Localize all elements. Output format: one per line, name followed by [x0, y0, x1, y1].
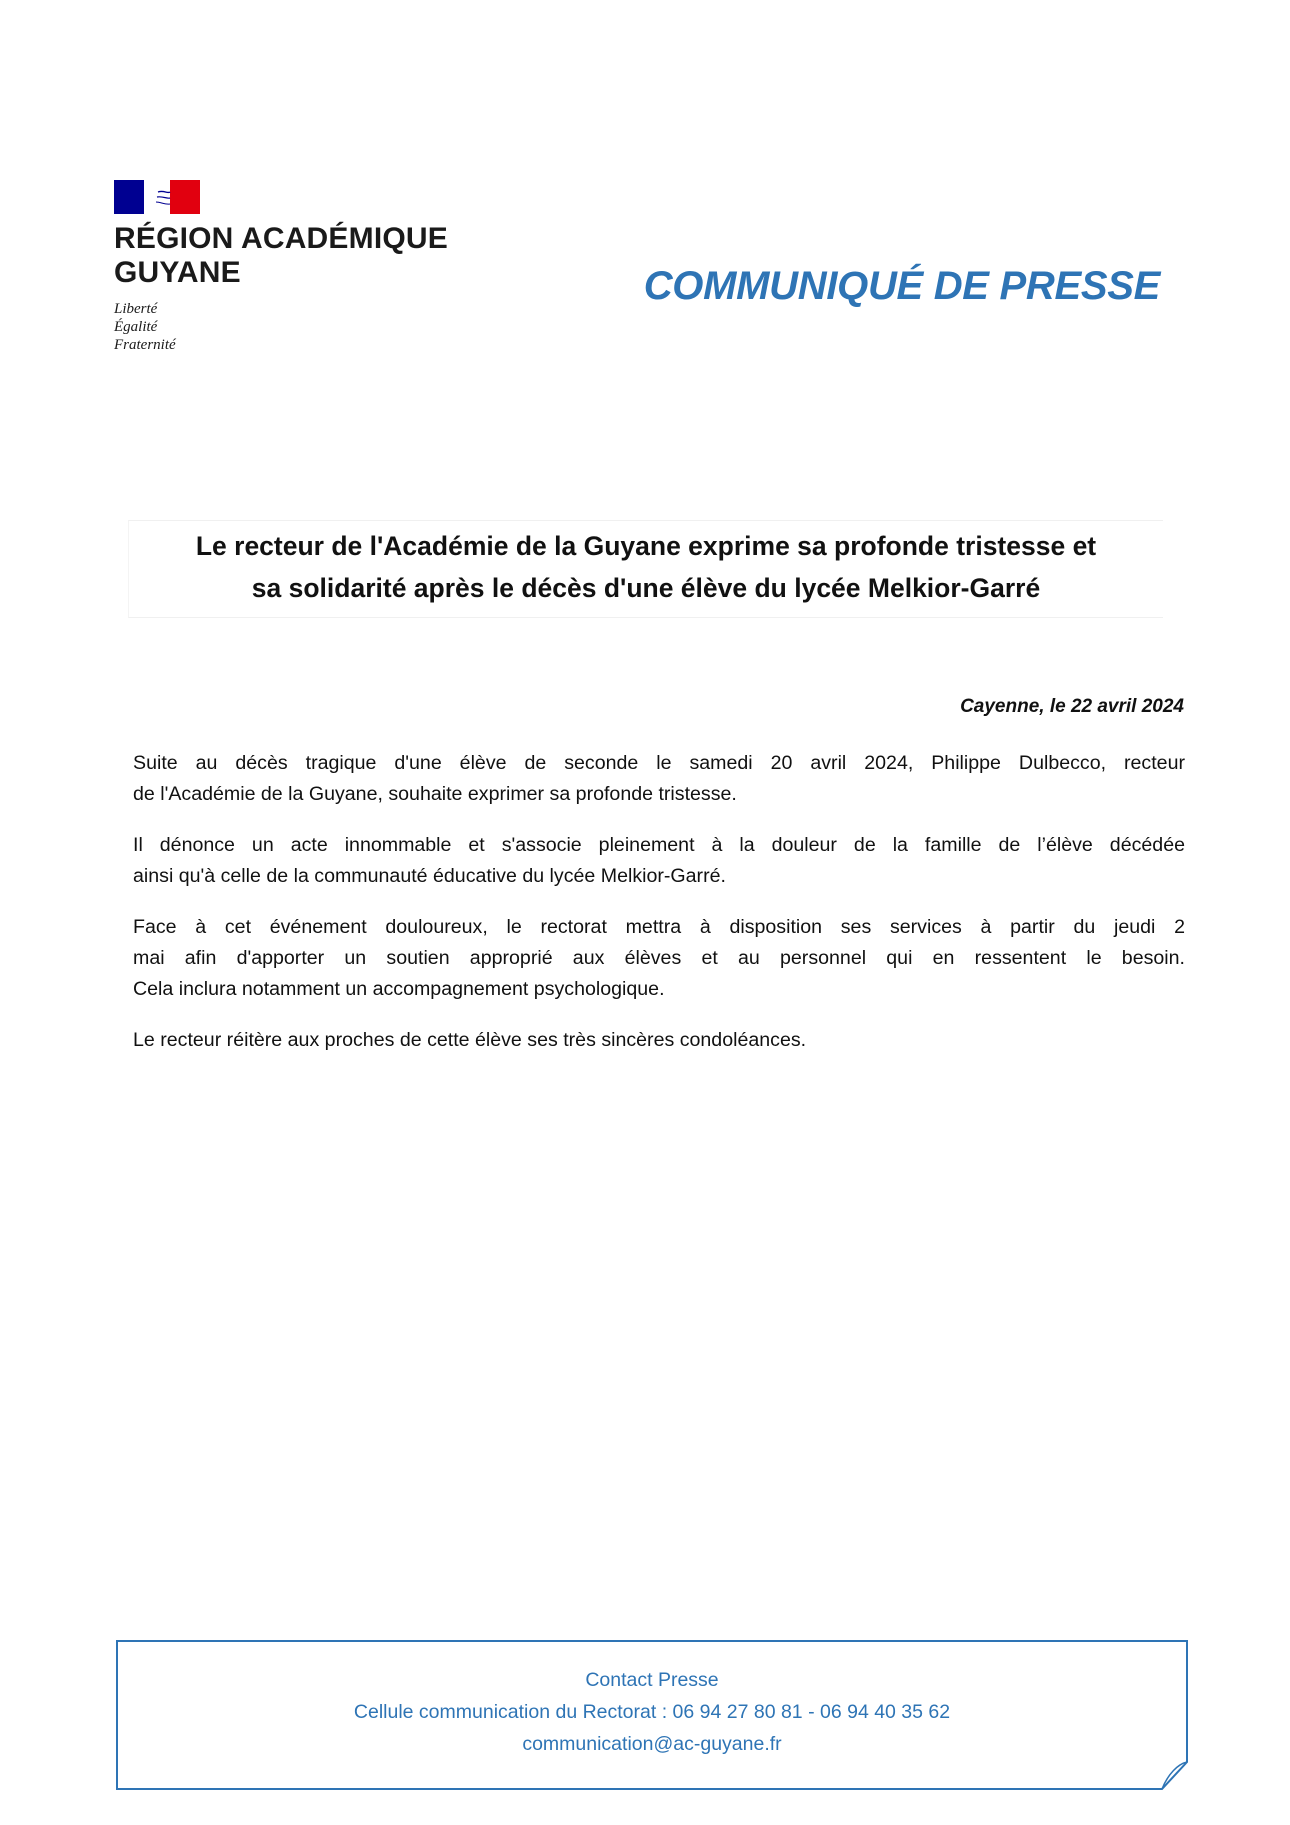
press-contact-box [116, 1640, 1188, 1790]
motto-egalite: Égalité [114, 319, 158, 335]
paragraph-3 [133, 912, 1185, 1005]
paragraph-4 [133, 1025, 1185, 1056]
paragraph-1-line-1: Suite au décès tragique d'une élève de seconde le samedi 20 avril 2024, Philippe Dulbecco, recteur [133, 752, 1185, 774]
paragraph-2-line-1: Il dénonce un acte innommable et s'associe pleinement à la douleur de la famille de l’élève décédée [133, 834, 1185, 856]
contact-details [116, 1664, 1188, 1760]
paragraph-4-line-1: Le recteur réitère aux proches de cette élève ses très sincères condoléances. [133, 1029, 807, 1051]
motto-fraternite: Fraternité [114, 337, 176, 353]
paragraph-1 [133, 748, 1185, 810]
headline-title [128, 520, 1163, 618]
paragraph-1-line-2: de l'Académie de la Guyane, souhaite exprimer sa profonde tristesse. [133, 783, 737, 805]
organization-name [114, 222, 494, 290]
body-text [133, 748, 1185, 1076]
paragraph-3-line-1: Face à cet événement douloureux, le rectorat mettra à disposition ses services à partir du jeudi 2 [133, 916, 1185, 938]
organization-name-line2: GUYANE [114, 256, 241, 289]
press-release-heading: COMMUNIQUÉ DE PRESSE [643, 264, 1160, 308]
motto-liberte: Liberté [114, 301, 158, 317]
region-academique-logo [114, 180, 494, 354]
contact-phones: Cellule communication du Rectorat : 06 94 27 80 81 - 06 94 40 35 62 [353, 1701, 951, 1723]
contact-title: Contact Presse [585, 1669, 719, 1691]
paragraph-3-line-3: Cela inclura notamment un accompagnement psychologique. [133, 978, 665, 1000]
marianne-flag-icon [114, 180, 200, 214]
headline-line1: Le recteur de l'Académie de la Guyane exprime sa profonde tristesse et [195, 531, 1097, 561]
organization-name-line1: RÉGION ACADÉMIQUE [114, 222, 448, 255]
paragraph-2 [133, 830, 1185, 892]
republic-motto [114, 300, 494, 354]
date-location: Cayenne, le 22 avril 2024 [960, 696, 1184, 717]
contact-email[interactable]: communication@ac-guyane.fr [522, 1733, 782, 1755]
paragraph-3-line-2: mai afin d'apporter un soutien approprié aux élèves et au personnel qui en ressentent le besoin. [133, 947, 1185, 969]
headline-line2: sa solidarité après le décès d'une élève du lycée Melkior-Garré [251, 573, 1041, 603]
paragraph-2-line-2: ainsi qu'à celle de la communauté éducative du lycée Melkior-Garré. [133, 865, 726, 887]
